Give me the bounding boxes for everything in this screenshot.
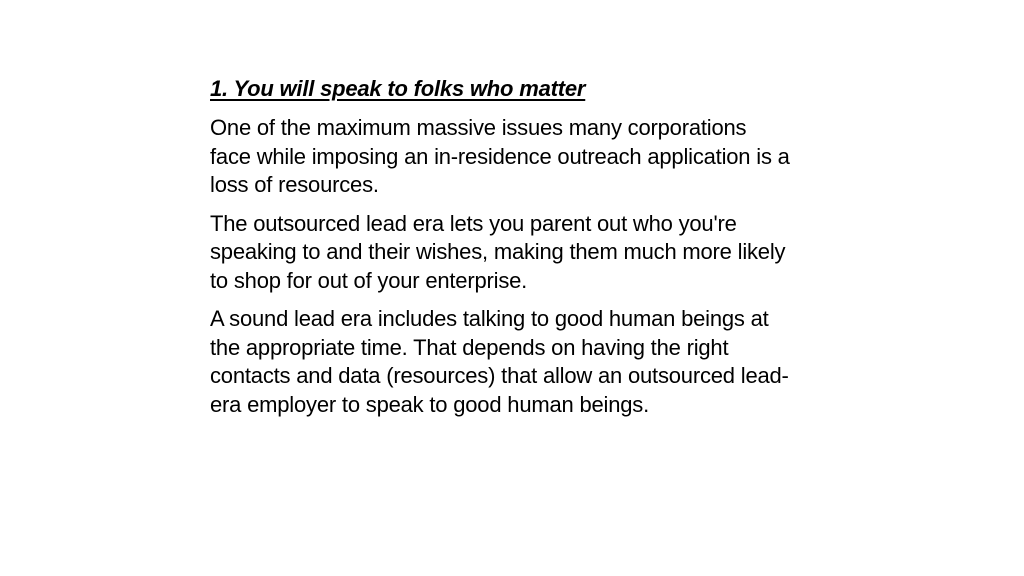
slide-content (210, 74, 790, 429)
paragraph-2: The outsourced lead era lets you parent out who you're speaking to and their wishes, making them much more likely to shop for out of your enterprise. (210, 210, 786, 293)
slide-heading: 1. You will speak to folks who matter (210, 76, 586, 101)
paragraph-1: One of the maximum massive issues many corporations face while imposing an in-residence outreach application is a loss of resources. (210, 115, 790, 197)
paragraph-3: A sound lead era includes talking to good human beings at the appropriate time. That depends on having the right contacts and data (resources) that allow an outsourced lead-era employer to speak to good human beings. (210, 306, 789, 417)
